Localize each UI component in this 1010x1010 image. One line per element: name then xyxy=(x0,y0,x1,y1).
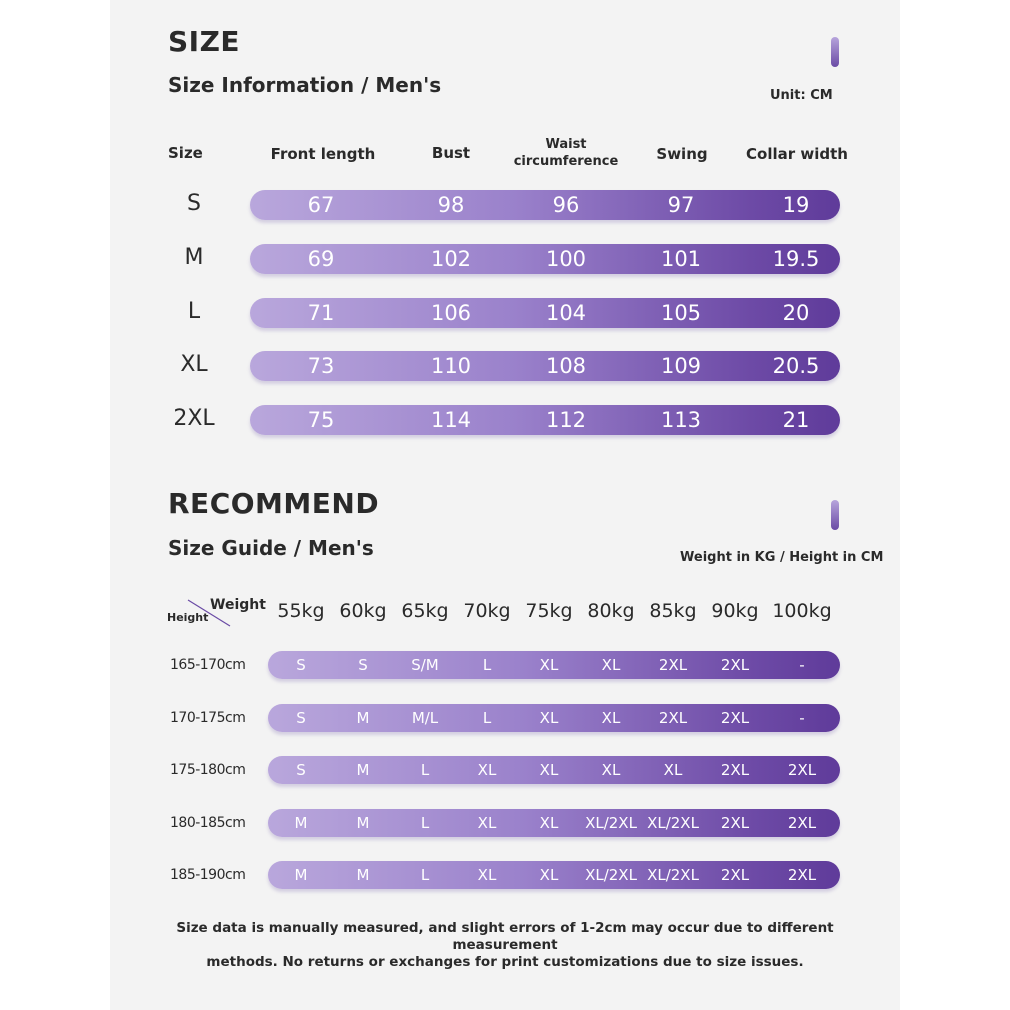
guide-row-size: S xyxy=(358,656,368,674)
recommend-unit: Weight in KG / Height in CM xyxy=(680,550,884,565)
recommend-subtitle: Size Guide / Men's xyxy=(168,536,374,560)
header-waist xyxy=(505,136,627,170)
size-row-value: 112 xyxy=(545,408,587,432)
weight-column-header: 60kg xyxy=(339,600,387,622)
guide-row-size: XL xyxy=(601,656,621,674)
size-row-value: 96 xyxy=(552,193,580,217)
guide-row-bar xyxy=(268,861,840,889)
size-row-bar xyxy=(250,244,840,274)
guide-row-size: 2XL xyxy=(720,761,750,779)
guide-row-size: 2XL xyxy=(720,814,750,832)
guide-row-size: M xyxy=(356,866,370,884)
disclaimer-note xyxy=(140,920,870,971)
weight-column-header: 80kg xyxy=(587,600,635,622)
guide-row-size: S xyxy=(296,761,306,779)
size-unit: Unit: CM xyxy=(770,88,833,103)
guide-row-size: 2XL xyxy=(787,866,817,884)
guide-row-size: XL xyxy=(539,656,559,674)
header-front-length: Front length xyxy=(270,145,376,163)
accent-bar-icon xyxy=(831,500,839,530)
size-row-bar xyxy=(250,351,840,381)
size-row-value: 21 xyxy=(782,408,810,432)
disclaimer-line2: methods. No returns or exchanges for print customizations due to size issues. xyxy=(206,954,804,970)
size-row-value: 69 xyxy=(307,247,335,271)
weight-column-header: 75kg xyxy=(525,600,573,622)
size-row-label: 2XL xyxy=(173,406,215,431)
recommend-title: RECOMMEND xyxy=(168,487,380,520)
weight-column-header: 65kg xyxy=(401,600,449,622)
size-row-value: 114 xyxy=(430,408,472,432)
guide-row-size: 2XL xyxy=(658,656,688,674)
size-row-value: 113 xyxy=(660,408,702,432)
size-subtitle: Size Information / Men's xyxy=(168,73,442,97)
size-row-bar xyxy=(250,405,840,435)
size-row-value: 105 xyxy=(660,301,702,325)
guide-row-size: M xyxy=(294,814,308,832)
size-row-value: 101 xyxy=(660,247,702,271)
size-row-value: 106 xyxy=(430,301,472,325)
guide-row-size: XL xyxy=(601,709,621,727)
guide-row-size: XL xyxy=(539,814,559,832)
guide-row-size: M xyxy=(356,761,370,779)
height-row-label: 170-175cm xyxy=(170,710,246,726)
size-row-label: XL xyxy=(180,352,208,377)
guide-row-size: XL xyxy=(539,761,559,779)
size-row-value: 19 xyxy=(782,193,810,217)
size-row-value: 67 xyxy=(307,193,335,217)
size-row-label: M xyxy=(184,245,204,270)
weight-column-header: 55kg xyxy=(277,600,325,622)
header-waist-line2: circumference xyxy=(513,154,619,169)
header-waist-line1: Waist xyxy=(545,137,587,152)
guide-row-size: XL/2XL xyxy=(647,866,699,884)
guide-row-size: XL/2XL xyxy=(585,866,637,884)
header-collar-width: Collar width xyxy=(746,145,848,163)
guide-row-size: M/L xyxy=(411,709,439,727)
guide-row-size: S xyxy=(296,656,306,674)
size-row-value: 108 xyxy=(545,354,587,378)
guide-row-size: 2XL xyxy=(787,761,817,779)
header-size: Size xyxy=(168,144,203,162)
size-row-value: 20 xyxy=(782,301,810,325)
height-row-label: 165-170cm xyxy=(170,657,246,673)
guide-row-size: L xyxy=(420,866,430,884)
guide-row-size: XL xyxy=(477,761,497,779)
size-title: SIZE xyxy=(168,25,241,58)
guide-row-size: L xyxy=(482,656,492,674)
size-row-value: 19.5 xyxy=(772,247,820,271)
weight-column-header: 90kg xyxy=(711,600,759,622)
size-row-value: 104 xyxy=(545,301,587,325)
disclaimer-line1: Size data is manually measured, and slight errors of 1-2cm may occur due to different measurement xyxy=(176,920,834,953)
guide-row-bar xyxy=(268,704,840,732)
guide-row-size: 2XL xyxy=(720,709,750,727)
guide-row-size: XL xyxy=(477,866,497,884)
size-row-label: L xyxy=(187,299,201,324)
guide-row-bar xyxy=(268,809,840,837)
guide-row-size: L xyxy=(420,761,430,779)
guide-row-size: L xyxy=(420,814,430,832)
guide-row-size: XL/2XL xyxy=(647,814,699,832)
guide-row-bar xyxy=(268,756,840,784)
corner-height-label: Height xyxy=(167,611,209,624)
weight-column-header: 70kg xyxy=(463,600,511,622)
height-row-label: 175-180cm xyxy=(170,762,246,778)
guide-row-size: XL xyxy=(539,709,559,727)
size-row-value: 75 xyxy=(307,408,335,432)
size-row-value: 110 xyxy=(430,354,472,378)
guide-row-size: M xyxy=(294,866,308,884)
guide-row-size: - xyxy=(799,709,805,727)
size-row-value: 20.5 xyxy=(772,354,820,378)
guide-row-size: M xyxy=(356,814,370,832)
height-row-label: 185-190cm xyxy=(170,867,246,883)
size-row-value: 71 xyxy=(307,301,335,325)
size-row-value: 102 xyxy=(430,247,472,271)
size-row-bar xyxy=(250,190,840,220)
size-row-value: 100 xyxy=(545,247,587,271)
size-row-value: 109 xyxy=(660,354,702,378)
guide-row-size: 2XL xyxy=(658,709,688,727)
guide-row-size: 2XL xyxy=(787,814,817,832)
height-row-label: 180-185cm xyxy=(170,815,246,831)
size-row-value: 97 xyxy=(667,193,695,217)
guide-row-size: S/M xyxy=(411,656,439,674)
guide-row-size: S xyxy=(296,709,306,727)
accent-bar-icon xyxy=(831,37,839,67)
guide-row-size: XL/2XL xyxy=(585,814,637,832)
guide-row-bar xyxy=(268,651,840,679)
weight-column-header: 85kg xyxy=(649,600,697,622)
size-row-bar xyxy=(250,298,840,328)
guide-row-size: L xyxy=(482,709,492,727)
corner-weight-label: Weight xyxy=(210,597,266,613)
guide-row-size: XL xyxy=(663,761,683,779)
guide-row-size: 2XL xyxy=(720,866,750,884)
guide-row-size: XL xyxy=(539,866,559,884)
guide-row-size: XL xyxy=(601,761,621,779)
guide-row-size: 2XL xyxy=(720,656,750,674)
guide-row-size: - xyxy=(799,656,805,674)
size-row-value: 73 xyxy=(307,354,335,378)
size-row-label: S xyxy=(187,191,201,216)
weight-column-header: 100kg xyxy=(772,600,832,622)
guide-row-size: M xyxy=(356,709,370,727)
header-bust: Bust xyxy=(431,144,471,162)
header-swing: Swing xyxy=(656,145,708,163)
size-row-value: 98 xyxy=(437,193,465,217)
guide-row-size: XL xyxy=(477,814,497,832)
